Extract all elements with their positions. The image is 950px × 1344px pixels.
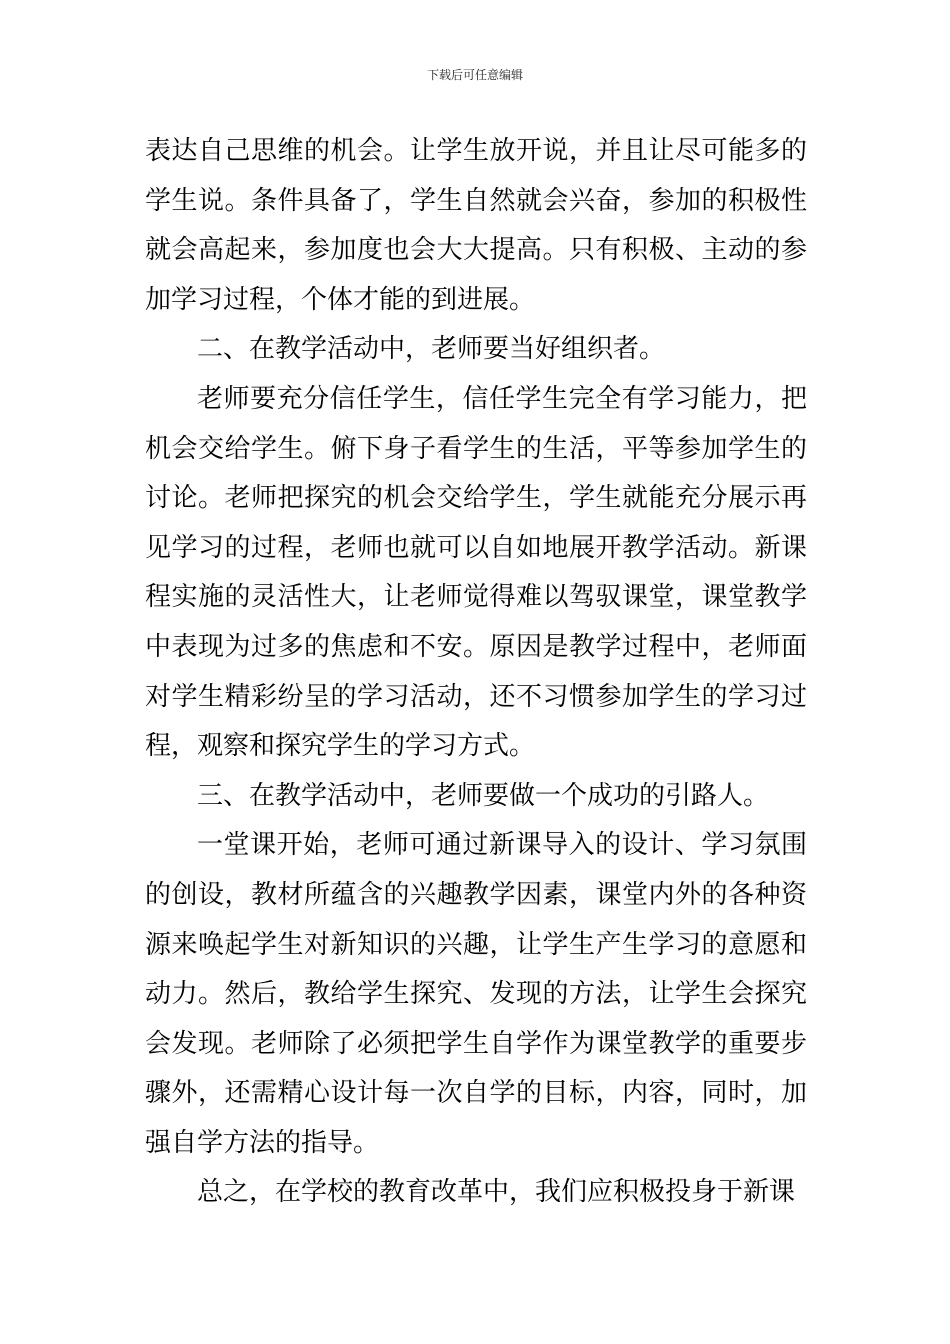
body-text	[145, 127, 807, 1218]
paragraph: 表达自己思维的机会。让学生放开说，并且让尽可能多的学生说。条件具备了，学生自然就会兴奋，参加的积极性就会高起来，参加度也会大大提高。只有积极、主动的参加学习过程，个体才能的到进展。	[145, 136, 807, 315]
paragraph: 总之，在学校的教育改革中，我们应积极投身于新课	[197, 1177, 796, 1208]
section-heading: 三、在教学活动中，老师要做一个成功的引路人。	[197, 780, 770, 811]
paragraph: 一堂课开始，老师可通过新课导入的设计、学习氛围的创设，教材所蕴含的兴趣教学因素，课堂内外的各种资源来唤起学生对新知识的兴趣，让学生产生学习的意愿和动力。然后，教给学生探究、发现的方法，让学生会探究会发现。老师除了必须把学生自学作为课堂教学的重要步骤外，还需精心设计每一次自学的目标，内容，同时，加强自学方法的指导。	[145, 830, 807, 1158]
paragraph: 老师要充分信任学生，信任学生完全有学习能力，把机会交给学生。俯下身子看学生的生活，平等参加学生的讨论。老师把探究的机会交给学生，学生就能充分展示再见学习的过程，老师也就可以自如地展开教学活动。新课程实施的灵活性大，让老师觉得难以驾驭课堂，课堂教学中表现为过多的焦虑和不安。原因是教学过程中，老师面对学生精彩纷呈的学习活动，还不习惯参加学生的学习过程，观察和探究学生的学习方式。	[145, 383, 807, 762]
page-header: 下载后可任意编辑	[426, 68, 523, 82]
section-heading: 二、在教学活动中，老师要当好组织者。	[197, 334, 666, 365]
